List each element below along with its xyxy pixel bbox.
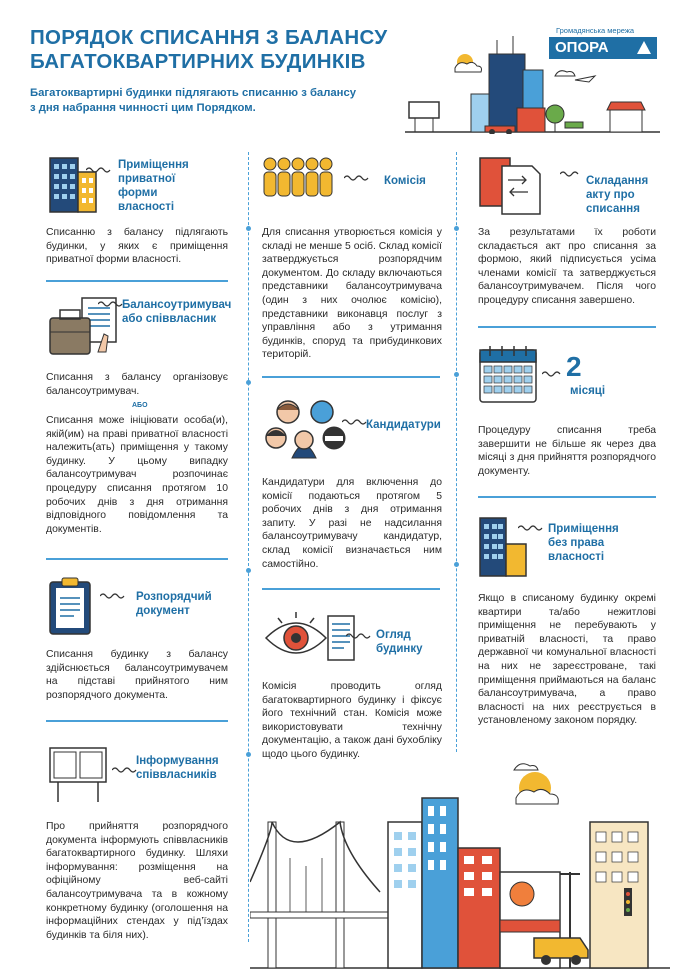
page-subtitle: Багатоквартирні будинки підлягають списанню з балансу з дня набрання чинності цим Порядком.	[30, 87, 357, 114]
section-heading-informing: Інформування співвласників	[136, 755, 219, 781]
clipboard-icon	[48, 576, 94, 636]
section-heading-commission: Комісія	[384, 175, 426, 187]
timeline-dot	[454, 226, 459, 231]
squiggle-decoration	[542, 370, 564, 378]
section-heading-no-ownership: Приміщення без права власності	[548, 523, 619, 563]
section-divider	[478, 326, 656, 328]
timeline-dot	[454, 562, 459, 567]
document-act-icon	[478, 156, 542, 216]
section-heading-order-document: Розпорядчий документ	[136, 591, 212, 617]
section-divider	[262, 376, 440, 378]
brand-tagline: Громадянська мережа	[556, 26, 635, 35]
section-body-informing: Про прийняття розпорядчого документа інформують співвласників багатоквартирного будинку. Шляхи інформування: розміщення на офіційному веб-сайті балансоутримувача та в кожному конкретному будинку (оголошення на інформаційних стендах у під’їздах будинків та біля них).	[46, 821, 228, 941]
section-heading-act: Складання акту про списання	[586, 175, 649, 215]
timeline-dot	[246, 226, 251, 231]
squiggle-decoration	[518, 524, 544, 532]
section-body-inspection: Комісія проводить огляд багатоквартирного будинку і фіксує його технічний стан. Комісія може використовувати технічну документацію, а також дані бухобліку щодо цього будинку.	[262, 681, 443, 760]
squiggle-decoration	[342, 418, 368, 426]
squiggle-decoration	[346, 632, 372, 640]
section-body-no-ownership: Якщо в списаному будинку окремі квартири та/або нежитлові приміщення не перебувають у приватній власності, та право державної чи комунальної власності на них не зареєстроване, такі приміщення приймаються на баланс балансоутримувача, а право власності на них реєструється в установленому законом порядку.	[478, 593, 656, 727]
section-body-candidates: Кандидатури для включення до комісії подаються протягом 5 робочих днів з дня отримання запиту. У разі не надсилання балансоутримувачу кандидатур, склад комісії визначається ним самостійно.	[262, 477, 442, 570]
section-heading-owner: Балансоутримувач або співвласник	[122, 299, 232, 325]
section-heading-candidates: Кандидатури	[366, 419, 441, 431]
squiggle-decoration	[86, 166, 112, 174]
squiggle-decoration	[112, 766, 138, 774]
timeline-dot	[246, 752, 251, 757]
info-board-icon	[48, 746, 110, 804]
section-body-owner-2: Списання може ініціювати особа(и), якій(им) на праві приватної власності належить(ать) приміщення у такому будинку. У цьому випадку балансоутримувач розпочинає процедуру списання протягом 10 робочих днів з дня отримання відповідного повідомлення та документів.	[46, 415, 228, 535]
apartment-building-icon	[48, 154, 110, 214]
section-divider	[262, 588, 440, 590]
page-title: ПОРЯДОК СПИСАННЯ З БАЛАНСУ БАГАТОКВАРТИРНИХ БУДИНКІВ	[30, 26, 388, 73]
brand-logo: ОПОРА	[549, 37, 657, 59]
section-divider	[478, 496, 656, 498]
section-divider	[46, 558, 228, 560]
section-body-private-ownership: Списанню з балансу підлягають будинки, у яких є приміщення приватної форми власності.	[46, 227, 228, 266]
section-body-commission: Для списання утворюється комісія у складі не менше 5 осіб. Склад комісії затверджується розпорядчим документом. До складу включаються представники балансоутримувача (один з них очолює комісію), представники виконавця послуг з управління або з утримання будинків, споруд та прибудинкових територій.	[262, 227, 442, 361]
section-body-order-document: Списання будинку з балансу здійснюється балансоутримувачем на підставі прийнятого ним розпорядчого документа.	[46, 649, 228, 701]
squiggle-decoration	[560, 170, 580, 178]
deadline-unit: місяці	[570, 385, 606, 397]
column-divider-left	[248, 152, 249, 942]
calendar-icon	[478, 344, 540, 406]
timeline-dot	[246, 568, 251, 573]
timeline-dot	[246, 380, 251, 385]
section-heading-private-ownership: Приміщення приватної форми власності	[118, 159, 189, 213]
squiggle-decoration	[100, 592, 126, 600]
section-body-act: За результатами їх роботи складається акт про списання за формою, який підписується усіма членами комісії та затверджується балансоутримувачем. Після чого процедуру списання завершено.	[478, 227, 656, 306]
eye-inspection-icon	[262, 608, 358, 664]
timeline-dot	[454, 372, 459, 377]
header-city-illustration	[405, 34, 660, 134]
squiggle-decoration	[344, 174, 370, 182]
squiggle-decoration	[98, 300, 124, 308]
bottom-city-illustration	[250, 762, 670, 970]
commission-people-icon	[262, 156, 338, 204]
candidates-faces-icon	[262, 398, 358, 460]
section-heading-inspection: Огляд будинку	[376, 629, 423, 655]
column-divider-right	[456, 152, 457, 752]
or-label: АБО	[132, 402, 148, 409]
section-body-deadline: Процедуру списання треба завершити не більше як через два місяці з дня прийняття розпорядчого документу.	[478, 425, 656, 477]
deadline-number: 2	[566, 351, 582, 382]
section-body-owner-1: Списання з балансу організовує балансоутримувач.	[46, 372, 228, 397]
section-divider	[46, 280, 228, 282]
section-divider	[46, 720, 228, 722]
